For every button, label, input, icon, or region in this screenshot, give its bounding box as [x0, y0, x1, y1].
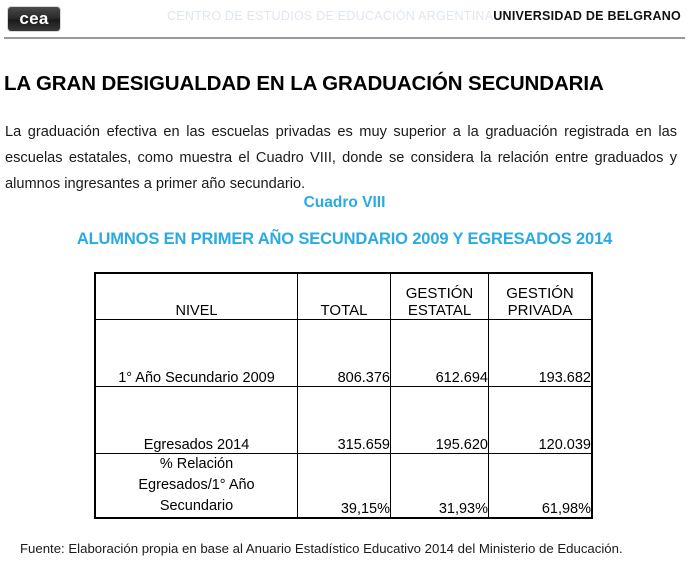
row-label-ratio	[96, 454, 298, 518]
column-header-gestion-estatal	[391, 274, 489, 320]
row-label-graduates: Egresados 2014	[96, 387, 298, 454]
cell-graduates-privada: 120.039	[489, 387, 592, 454]
masthead-university-name: UNIVERSIDAD DE BELGRANO	[493, 9, 681, 23]
cea-logo	[8, 7, 60, 31]
table-row	[96, 387, 592, 454]
masthead-organization	[167, 9, 681, 23]
cell-first-year-privada: 193.682	[489, 320, 592, 387]
cell-first-year-total: 806.376	[298, 320, 391, 387]
column-header-privada-line1: GESTIÓN	[506, 285, 574, 302]
column-header-total: TOTAL	[298, 274, 391, 320]
column-header-privada-line2: PRIVADA	[507, 302, 573, 319]
row-label-ratio-line3: Secundario	[159, 498, 234, 514]
column-header-estatal-line1: GESTIÓN	[405, 285, 474, 302]
cea-logo-text: cea	[19, 9, 49, 28]
table-heading: ALUMNOS EN PRIMER AÑO SECUNDARIO 2009 Y EGRESADOS 2014	[76, 230, 613, 248]
cell-graduates-total: 315.659	[298, 387, 391, 454]
table-row	[96, 454, 592, 518]
table-row	[96, 320, 592, 387]
row-label-first-year: 1° Año Secundario 2009	[96, 320, 298, 387]
cell-ratio-privada: 61,98%	[489, 454, 592, 518]
column-header-estatal-line2: ESTATAL	[407, 302, 472, 319]
cell-graduates-estatal: 195.620	[391, 387, 489, 454]
intro-paragraph: La graduación efectiva en las escuelas privadas es muy superior a la graduación registrada en las escuelas estatales, como muestra el Cuadro VIII, donde se considera la relación entre graduados y alumnos ingresantes a primer año secundario.	[5, 123, 677, 192]
table-header-row	[96, 274, 592, 320]
cuadro-label: Cuadro VIII	[303, 194, 386, 211]
cell-ratio-total: 39,15%	[298, 454, 391, 518]
column-header-gestion-privada	[489, 274, 592, 320]
page-title: LA GRAN DESIGUALDAD EN LA GRADUACIÓN SECUNDARIA	[4, 71, 604, 95]
row-label-ratio-line1: % Relación	[159, 456, 234, 472]
source-note: Fuente: Elaboración propia en base al Anuario Estadístico Educativo 2014 del Ministerio de Educación.	[20, 541, 623, 556]
cell-first-year-estatal: 612.694	[391, 320, 489, 387]
masthead-divider	[4, 37, 685, 39]
data-table-container	[95, 273, 591, 518]
masthead	[0, 0, 689, 39]
cell-ratio-estatal: 31,93%	[391, 454, 489, 518]
enrollment-graduation-table	[95, 273, 592, 518]
masthead-center-name: CENTRO DE ESTUDIOS DE EDUCACIÓN ARGENTINA	[167, 9, 494, 23]
row-label-ratio-line2: Egresados/1° Año	[138, 477, 255, 493]
column-header-nivel: NIVEL	[96, 274, 298, 320]
